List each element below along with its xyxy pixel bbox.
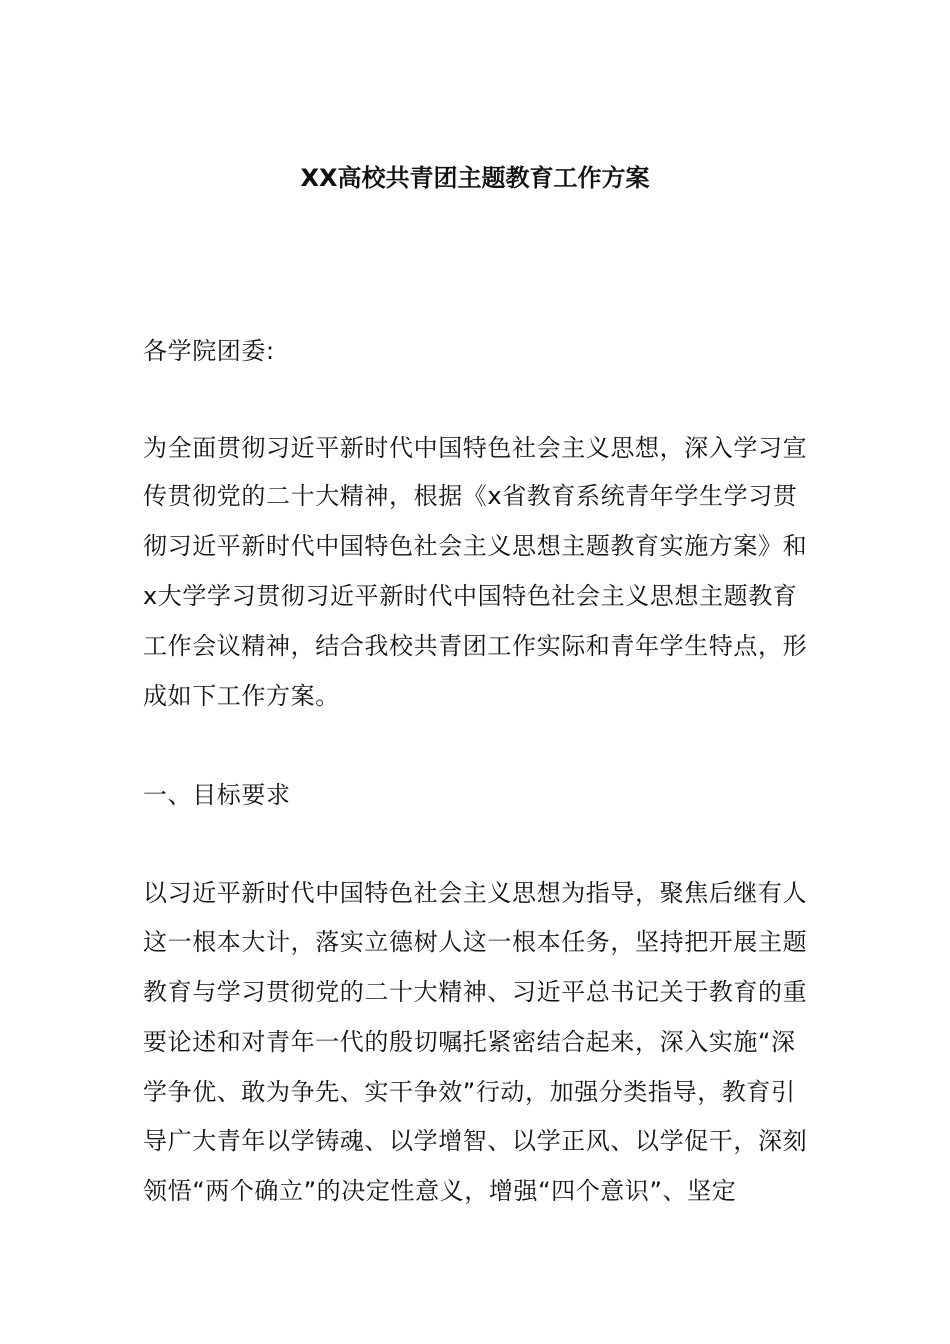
intro-line: 传贯彻党的二十大精神，根据《x省教育系统青年学生学习贯: [143, 482, 798, 510]
section-line: 教育与学习贯彻党的二十大精神、习近平总书记关于教育的重: [143, 978, 808, 1006]
section-line: 以习近平新时代中国特色社会主义思想为指导，聚焦后继有人: [143, 879, 808, 907]
section-line: 学争优、敢为争先、实干争效”行动，加强分类指导，教育引: [143, 1078, 796, 1106]
intro-line: x大学学习贯彻习近平新时代中国特色社会主义思想主题教育: [143, 582, 798, 610]
intro-line: 为全面贯彻习近平新时代中国特色社会主义思想，深入学习宣: [143, 434, 808, 462]
section-heading: 一、目标要求: [143, 781, 291, 809]
section-line: 这一根本大计，落实立德树人这一根本任务，坚持把开展主题: [143, 928, 808, 956]
intro-line: 工作会议精神，结合我校共青团工作实际和青年学生特点，形: [143, 632, 808, 660]
section-line: 要论述和对青年一代的殷切嘱托紧密结合起来，深入实施“深: [143, 1028, 796, 1056]
section-line: 导广大青年以学铸魂、以学增智、以学正风、以学促干，深刻: [143, 1127, 808, 1155]
intro-line: 成如下工作方案。: [143, 682, 340, 710]
salutation: 各学院团委:: [143, 337, 275, 365]
section-line: 领悟“两个确立”的决定性意义，增强“四个意识”、坚定: [143, 1177, 737, 1205]
intro-line: 彻习近平新时代中国特色社会主义思想主题教育实施方案》和: [143, 532, 808, 560]
document-title: XX高校共青团主题教育工作方案: [300, 164, 650, 192]
